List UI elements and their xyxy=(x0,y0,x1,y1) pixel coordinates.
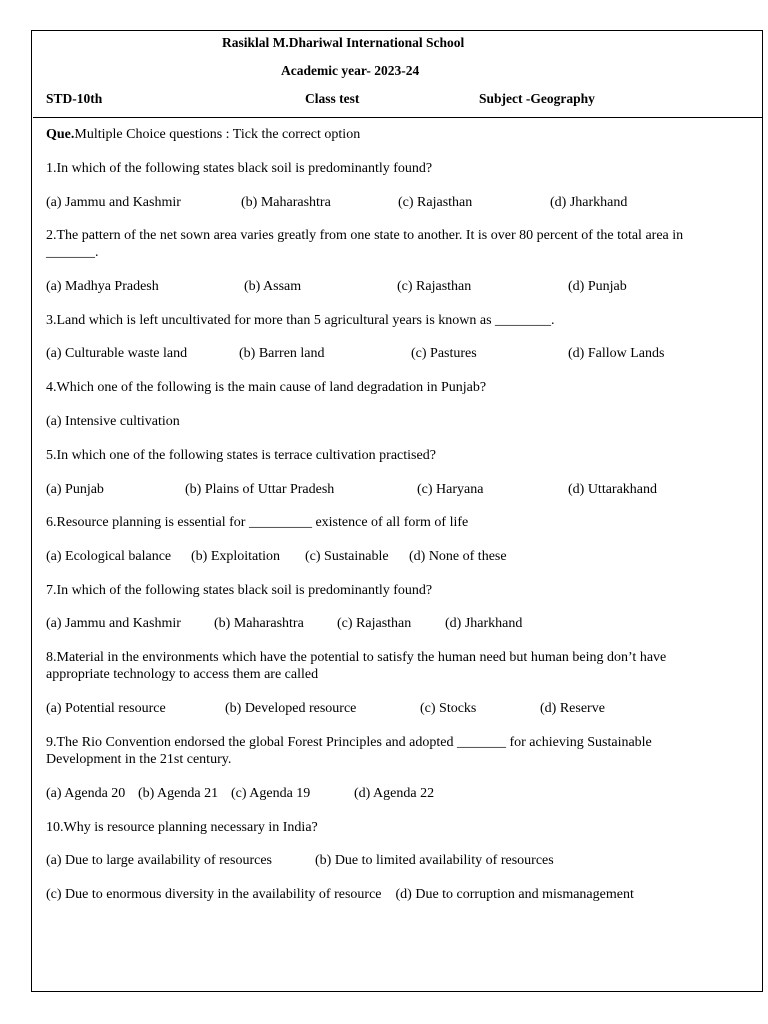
q1-option-a[interactable]: (a) Jammu and Kashmir xyxy=(46,195,181,210)
q7-option-d[interactable]: (d) Jharkhand xyxy=(445,616,523,631)
instruction-prefix: Que. xyxy=(46,127,75,142)
academic-year: Academic year- 2023-24 xyxy=(281,63,420,78)
q2-option-b[interactable]: (b) Assam xyxy=(244,279,302,294)
question-9: 9.The Rio Convention endorsed the global Forest Principles and adopted _______ for achieving Sustainable Development in the 21st century. xyxy=(46,735,652,767)
q10-option-d[interactable]: (d) Due to corruption and mismanagement xyxy=(395,887,634,902)
instruction xyxy=(46,126,360,143)
q3-option-b[interactable]: (b) Barren land xyxy=(239,346,325,361)
q3-option-d[interactable]: (d) Fallow Lands xyxy=(568,346,665,361)
q6-option-b[interactable]: (b) Exploitation xyxy=(191,549,281,564)
q7-option-b[interactable]: (b) Maharashtra xyxy=(214,616,304,631)
school-name: Rasiklal M.Dhariwal International School xyxy=(222,35,465,50)
question-1: 1.In which of the following states black soil is predominantly found? xyxy=(46,161,433,176)
q6-option-d[interactable]: (d) None of these xyxy=(409,549,507,564)
q8-option-b[interactable]: (b) Developed resource xyxy=(225,701,357,716)
q1-option-d[interactable]: (d) Jharkhand xyxy=(550,195,628,210)
q9-option-a[interactable]: (a) Agenda 20 xyxy=(46,786,126,801)
question-3: 3.Land which is left uncultivated for more than 5 agricultural years is known as ________. xyxy=(46,313,555,328)
q10-option-a[interactable]: (a) Due to large availability of resources xyxy=(46,853,272,868)
q5-option-b[interactable]: (b) Plains of Uttar Pradesh xyxy=(185,482,335,497)
q9-option-c[interactable]: (c) Agenda 19 xyxy=(231,786,311,801)
question-10: 10.Why is resource planning necessary in India? xyxy=(46,820,318,835)
q8-option-c[interactable]: (c) Stocks xyxy=(420,701,477,716)
q5-option-d[interactable]: (d) Uttarakhand xyxy=(568,482,658,497)
q9-option-d[interactable]: (d) Agenda 22 xyxy=(354,786,435,801)
standard-label: STD-10th xyxy=(46,91,103,106)
q5-option-c[interactable]: (c) Haryana xyxy=(417,482,484,497)
q3-option-c[interactable]: (c) Pastures xyxy=(411,346,477,361)
q6-option-a[interactable]: (a) Ecological balance xyxy=(46,549,172,564)
q10-option-c[interactable]: (c) Due to enormous diversity in the availability of resource xyxy=(46,887,382,902)
q7-option-a[interactable]: (a) Jammu and Kashmir xyxy=(46,616,181,631)
header-divider xyxy=(33,117,763,118)
question-7: 7.In which of the following states black soil is predominantly found? xyxy=(46,583,433,598)
question-6: 6.Resource planning is essential for _________ existence of all form of life xyxy=(46,515,469,530)
q5-option-a[interactable]: (a) Punjab xyxy=(46,482,104,497)
q8-option-a[interactable]: (a) Potential resource xyxy=(46,701,166,716)
q9-option-b[interactable]: (b) Agenda 21 xyxy=(138,786,219,801)
q10-options-cd xyxy=(46,886,706,903)
q2-option-c[interactable]: (c) Rajasthan xyxy=(397,279,472,294)
q1-option-c[interactable]: (c) Rajasthan xyxy=(398,195,473,210)
question-4: 4.Which one of the following is the main cause of land degradation in Punjab? xyxy=(46,380,487,395)
q2-option-d[interactable]: (d) Punjab xyxy=(568,279,627,294)
q7-option-c[interactable]: (c) Rajasthan xyxy=(337,616,412,631)
test-type-label: Class test xyxy=(305,91,360,106)
instruction-text: Multiple Choice questions : Tick the correct option xyxy=(74,127,361,142)
q2-option-a[interactable]: (a) Madhya Pradesh xyxy=(46,279,159,294)
question-5: 5.In which one of the following states is terrace cultivation practised? xyxy=(46,448,436,463)
q6-option-c[interactable]: (c) Sustainable xyxy=(305,549,389,564)
q1-option-b[interactable]: (b) Maharashtra xyxy=(241,195,331,210)
subject-label: Subject -Geography xyxy=(479,91,595,106)
question-8: 8.Material in the environments which have the potential to satisfy the human need but human being don’t have appropriate technology to access them are called xyxy=(46,650,667,682)
q4-option-a[interactable]: (a) Intensive cultivation xyxy=(46,414,180,429)
q8-option-d[interactable]: (d) Reserve xyxy=(540,701,605,716)
q10-option-b[interactable]: (b) Due to limited availability of resources xyxy=(315,853,554,868)
q3-option-a[interactable]: (a) Culturable waste land xyxy=(46,346,188,361)
question-2: 2.The pattern of the net sown area varies greatly from one state to another. It is over 80 percent of the total area in _______. xyxy=(46,228,684,260)
